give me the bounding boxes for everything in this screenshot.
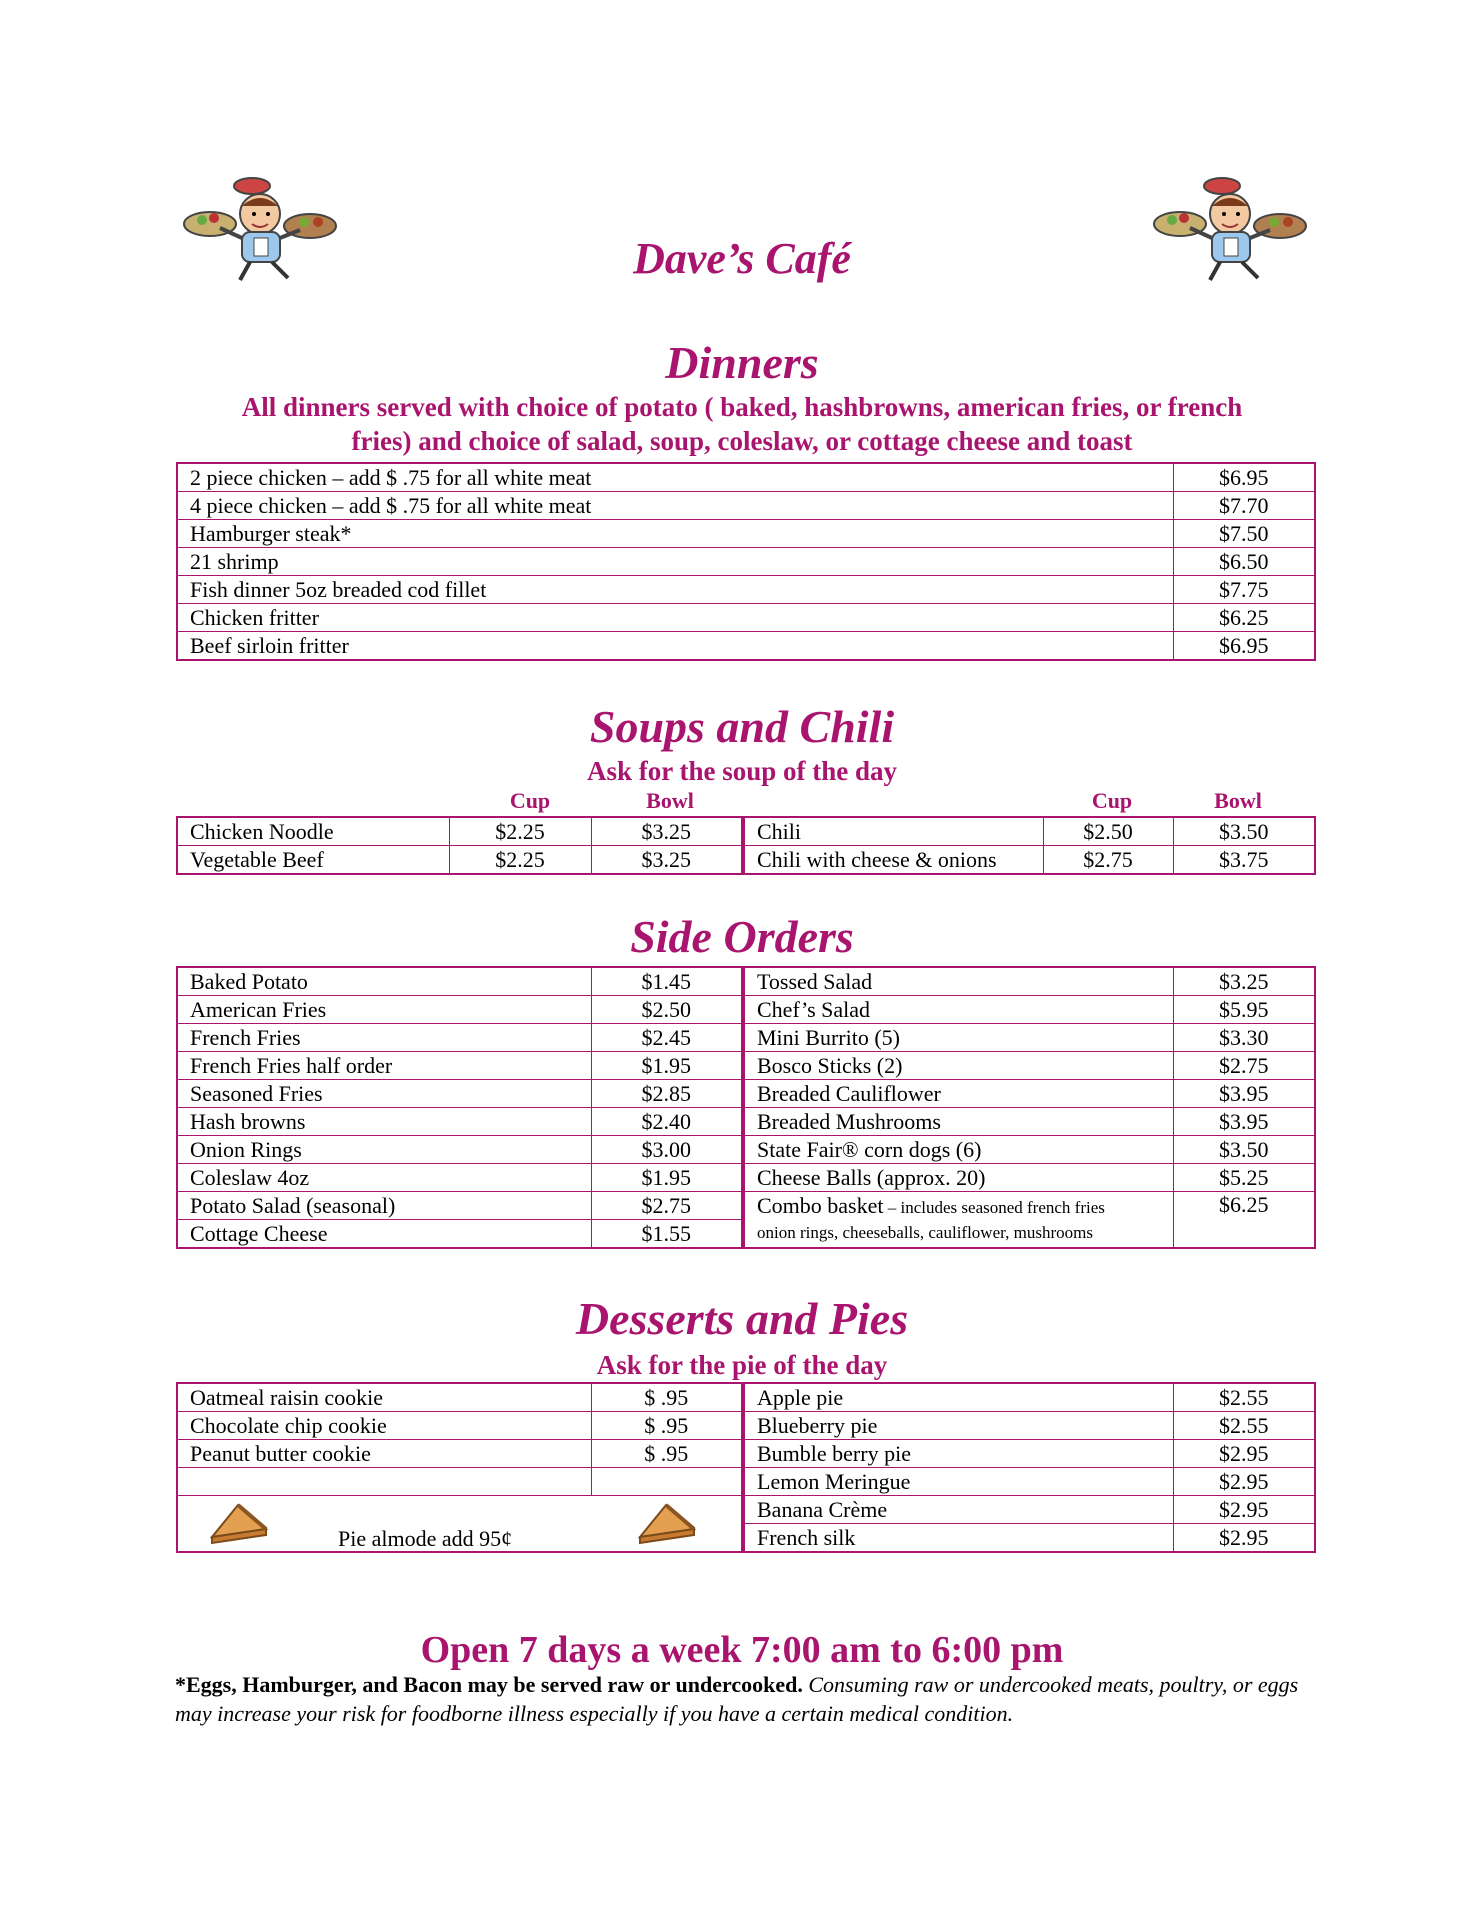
pie-ala-mode-note: [177, 1496, 743, 1553]
chili-cup-price: $2.50: [1043, 817, 1173, 846]
dinner-item-name: 21 shrimp: [177, 548, 1173, 576]
chili-bowl-price: $3.50: [1173, 817, 1315, 846]
side-item-name: Baked Potato: [177, 967, 591, 996]
dessert-item-name: Chocolate chip cookie: [177, 1412, 591, 1440]
side-item-name: Breaded Cauliflower: [743, 1080, 1173, 1108]
dinner-row: [177, 492, 1315, 520]
cafe-name: Dave’s Café: [633, 234, 851, 283]
dessert-row: [177, 1383, 1315, 1412]
chili-bowl-price: $3.75: [1173, 846, 1315, 875]
pie-item-price: $2.55: [1173, 1412, 1315, 1440]
soup-cup-header: Cup: [509, 788, 551, 813]
pie-item-price: $2.95: [1173, 1496, 1315, 1524]
notice-bold-text: *Eggs, Hamburger, and Bacon may be served raw or undercooked.: [175, 1672, 803, 1697]
side-row: [177, 1052, 1315, 1080]
side-item-name: Onion Rings: [177, 1136, 591, 1164]
soup-cup-price: $2.25: [449, 817, 591, 846]
dinner-item-price: $6.25: [1173, 604, 1315, 632]
chili-name: Chili with cheese & onions: [743, 846, 1043, 875]
pie-item-price: $2.95: [1173, 1440, 1315, 1468]
dinner-item-price: $6.95: [1173, 632, 1315, 661]
side-row: [177, 1136, 1315, 1164]
side-item-price: $2.40: [591, 1108, 743, 1136]
pie-item-name: Apple pie: [743, 1383, 1173, 1412]
side-item-name: French Fries: [177, 1024, 591, 1052]
side-item-name: Chef’s Salad: [743, 996, 1173, 1024]
dinner-item-name: 2 piece chicken – add $ .75 for all white meat: [177, 463, 1173, 492]
soup-bowl-price: $3.25: [591, 846, 743, 875]
side-item-name: Mini Burrito (5): [743, 1024, 1173, 1052]
side-item-price: $5.25: [1173, 1164, 1315, 1192]
empty-cell: [177, 1468, 591, 1496]
side-item-name: Potato Salad (seasonal): [177, 1192, 591, 1220]
combo-note-line2: onion rings, cheeseballs, cauliflower, mushrooms: [757, 1223, 1093, 1242]
desserts-table: [176, 1382, 1316, 1553]
side-item-price: $1.95: [591, 1052, 743, 1080]
dinner-item-name: Fish dinner 5oz breaded cod fillet: [177, 576, 1173, 604]
side-item-price: $1.55: [591, 1220, 743, 1249]
dessert-item-name: Peanut butter cookie: [177, 1440, 591, 1468]
dinner-row: [177, 548, 1315, 576]
side-row: [177, 1164, 1315, 1192]
dinners-subtitle-line2: fries) and choice of salad, soup, coleslaw, or cottage cheese and toast: [351, 426, 1133, 456]
soup-name: Chicken Noodle: [177, 817, 449, 846]
side-item-price: $1.95: [591, 1164, 743, 1192]
side-item-price: $3.95: [1173, 1108, 1315, 1136]
dinners-subtitle-line1: All dinners served with choice of potato ( baked, hashbrowns, american fries, or french: [241, 392, 1243, 422]
sides-heading: Side Orders: [630, 911, 854, 962]
side-row: [177, 1192, 1315, 1220]
combo-note-line1: includes seasoned french fries: [900, 1198, 1105, 1217]
side-row: [177, 1080, 1315, 1108]
opening-hours: Open 7 days a week 7:00 am to 6:00 pm: [420, 1629, 1064, 1671]
sides-table: [176, 966, 1316, 1249]
soup-row: [177, 846, 1315, 875]
dessert-item-price: $ .95: [591, 1383, 743, 1412]
pie-item-name: French silk: [743, 1524, 1173, 1553]
chili-cup-price: $2.75: [1043, 846, 1173, 875]
side-item-price: $3.25: [1173, 967, 1315, 996]
pie-item-price: $2.95: [1173, 1524, 1315, 1553]
dessert-row: [177, 1440, 1315, 1468]
desserts-subtitle: Ask for the pie of the day: [596, 1350, 888, 1380]
chili-bowl-header: Bowl: [1214, 788, 1262, 813]
dinner-row: [177, 463, 1315, 492]
side-item-name: State Fair® corn dogs (6): [743, 1136, 1173, 1164]
side-item-name: Seasoned Fries: [177, 1080, 591, 1108]
chili-cup-header: Cup: [1091, 788, 1133, 813]
dinner-row: [177, 520, 1315, 548]
side-item-name: Cheese Balls (approx. 20): [743, 1164, 1173, 1192]
desserts-heading: Desserts and Pies: [575, 1293, 909, 1344]
side-item-price: $2.50: [591, 996, 743, 1024]
empty-cell: [591, 1468, 743, 1496]
side-item-price: $3.50: [1173, 1136, 1315, 1164]
soup-cup-price: $2.25: [449, 846, 591, 875]
dinners-table: [176, 462, 1316, 661]
dessert-row: [177, 1496, 1315, 1524]
side-item-price: $1.45: [591, 967, 743, 996]
side-item-price: $2.45: [591, 1024, 743, 1052]
side-item-name: Cottage Cheese: [177, 1220, 591, 1249]
side-row: [177, 1024, 1315, 1052]
combo-dash: –: [883, 1198, 901, 1217]
pie-item-name: Lemon Meringue: [743, 1468, 1173, 1496]
soup-name: Vegetable Beef: [177, 846, 449, 875]
side-item-name: Hash browns: [177, 1108, 591, 1136]
side-item-price: $2.75: [591, 1192, 743, 1220]
dessert-item-name: Oatmeal raisin cookie: [177, 1383, 591, 1412]
side-item-name: American Fries: [177, 996, 591, 1024]
dinner-item-price: $7.50: [1173, 520, 1315, 548]
notice-italic-text: Consuming raw or undercooked meats, poultry, or eggs may increase your risk for foodborne illness especially if you have a certain medical condition.: [175, 1672, 1299, 1726]
dinner-row: [177, 604, 1315, 632]
dinner-item-price: $6.50: [1173, 548, 1315, 576]
soup-bowl-price: $3.25: [591, 817, 743, 846]
side-item-name: French Fries half order: [177, 1052, 591, 1080]
dinner-item-price: $6.95: [1173, 463, 1315, 492]
pie-slice-icon: [208, 1499, 270, 1545]
pie-item-name: Blueberry pie: [743, 1412, 1173, 1440]
pie-ala-mode-text: Pie almode add 95¢: [338, 1526, 513, 1551]
dinners-heading: Dinners: [665, 337, 819, 388]
dinner-item-name: Chicken fritter: [177, 604, 1173, 632]
chili-name: Chili: [743, 817, 1043, 846]
side-item-price: $3.00: [591, 1136, 743, 1164]
dinner-item-name: Hamburger steak*: [177, 520, 1173, 548]
side-item-name: Breaded Mushrooms: [743, 1108, 1173, 1136]
dinner-row: [177, 576, 1315, 604]
side-item-price: $2.75: [1173, 1052, 1315, 1080]
dinner-item-price: $7.70: [1173, 492, 1315, 520]
side-item-price: $2.85: [591, 1080, 743, 1108]
dinner-item-name: 4 piece chicken – add $ .75 for all white meat: [177, 492, 1173, 520]
dessert-row: [177, 1412, 1315, 1440]
side-item-price: $3.95: [1173, 1080, 1315, 1108]
dessert-item-price: $ .95: [591, 1440, 743, 1468]
combo-basket-price: $6.25: [1173, 1192, 1315, 1249]
pie-item-name: Banana Crème: [743, 1496, 1173, 1524]
pie-slice-icon: [636, 1499, 698, 1545]
side-item-name: Tossed Salad: [743, 967, 1173, 996]
soups-heading: Soups and Chili: [589, 701, 895, 752]
soup-bowl-header: Bowl: [646, 788, 694, 813]
dinner-row: [177, 632, 1315, 661]
dessert-row: [177, 1468, 1315, 1496]
side-item-price: $5.95: [1173, 996, 1315, 1024]
dinner-item-name: Beef sirloin fritter: [177, 632, 1173, 661]
dinner-item-price: $7.75: [1173, 576, 1315, 604]
food-safety-notice: [175, 1670, 1325, 1728]
side-row: [177, 996, 1315, 1024]
combo-basket-name: Combo basket: [757, 1193, 884, 1218]
side-item-name: Coleslaw 4oz: [177, 1164, 591, 1192]
dessert-item-price: $ .95: [591, 1412, 743, 1440]
side-row: [177, 1108, 1315, 1136]
soup-row: [177, 817, 1315, 846]
pie-item-name: Bumble berry pie: [743, 1440, 1173, 1468]
pie-item-price: $2.55: [1173, 1383, 1315, 1412]
side-item-price: $3.30: [1173, 1024, 1315, 1052]
combo-basket: [743, 1192, 1173, 1249]
pie-item-price: $2.95: [1173, 1468, 1315, 1496]
side-item-name: Bosco Sticks (2): [743, 1052, 1173, 1080]
side-row: [177, 967, 1315, 996]
soups-table: [176, 816, 1316, 875]
soups-subtitle: Ask for the soup of the day: [586, 756, 898, 786]
